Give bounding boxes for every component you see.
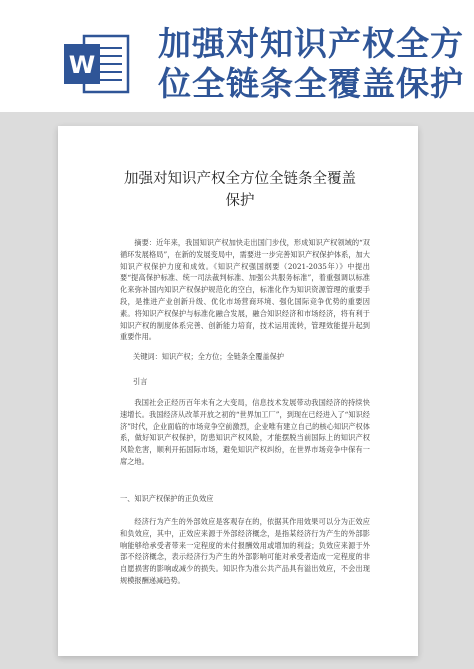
- word-document-icon: [62, 34, 132, 96]
- banner-title: 加强对知识产权全方位全链条全覆盖保护: [158, 24, 464, 103]
- intro-paragraph: 我国社会正经历百年未有之大变局，信息技术发展带动我国经济的持续快速增长。我国经济从改革开放之初的“世界加工厂”，到现在已经进入了“知识经济”时代，企业面临的市场竞争空前激烈，企业唯有建立自己的核心知识产权体系，做好知识产权保护，防患知识产权风险，才能摆脱当前国际上的知识产权风险危害，顺利开拓国际市场，避免知识产权纠纷，在世界市场竞争中保有一席之地。: [120, 398, 370, 466]
- section-heading: 一、知识产权保护的正负效应: [120, 494, 214, 503]
- document-title: 加强对知识产权全方位全链条全覆盖保护: [124, 171, 356, 209]
- intro-heading: 引言: [133, 377, 148, 386]
- header-banner: [0, 0, 474, 112]
- keywords-line: 关键词：知识产权；全方位；全链条全覆盖保护: [133, 352, 284, 361]
- section-paragraph: 经济行为产生的外部效应是客观存在的，依据其作用效果可以分为正效应和负效应，其中，正效应来源于外部经济概念，是指某经济行为产生的外部影响能够给承受者带来一定程度的未付报酬效用或增加的利益；负效应来源于外部不经济概念，表示经济行为产生的外部影响可能对承受者造成一定程度的非自愿损害的影响或减少的损失。知识作为准公共产品具有溢出效应，不会出现规模报酬递减趋势。: [120, 517, 370, 585]
- abstract-paragraph: 摘要：近年来，我国知识产权加快走出国门步伐，形成知识产权领域的“双循环发展格局”，在新的发展变局中，需要进一步完善知识产权保护体系，加大知识产权保护力度和成效。《知识产权强国纲要（2021-2035年）》中提出要“提高保护标准、统一司法裁判标准、加强公共服务标准”，着重强调以标准化来弥补国内知识产权保护规范化的空白，标准化作为知识资源管理的重要手段，是推进产业创新升级、优化市场营商环境、强化国际竞争优势的重要因素。将知识产权保护与标准化融合发展，融合知识经济和市场经济，将有利于知识产权的制度体系完善、创新能力培育，技术运用流转，管理效能提升起到重要作用。: [120, 238, 370, 342]
- word-icon-letter: W: [68, 51, 96, 79]
